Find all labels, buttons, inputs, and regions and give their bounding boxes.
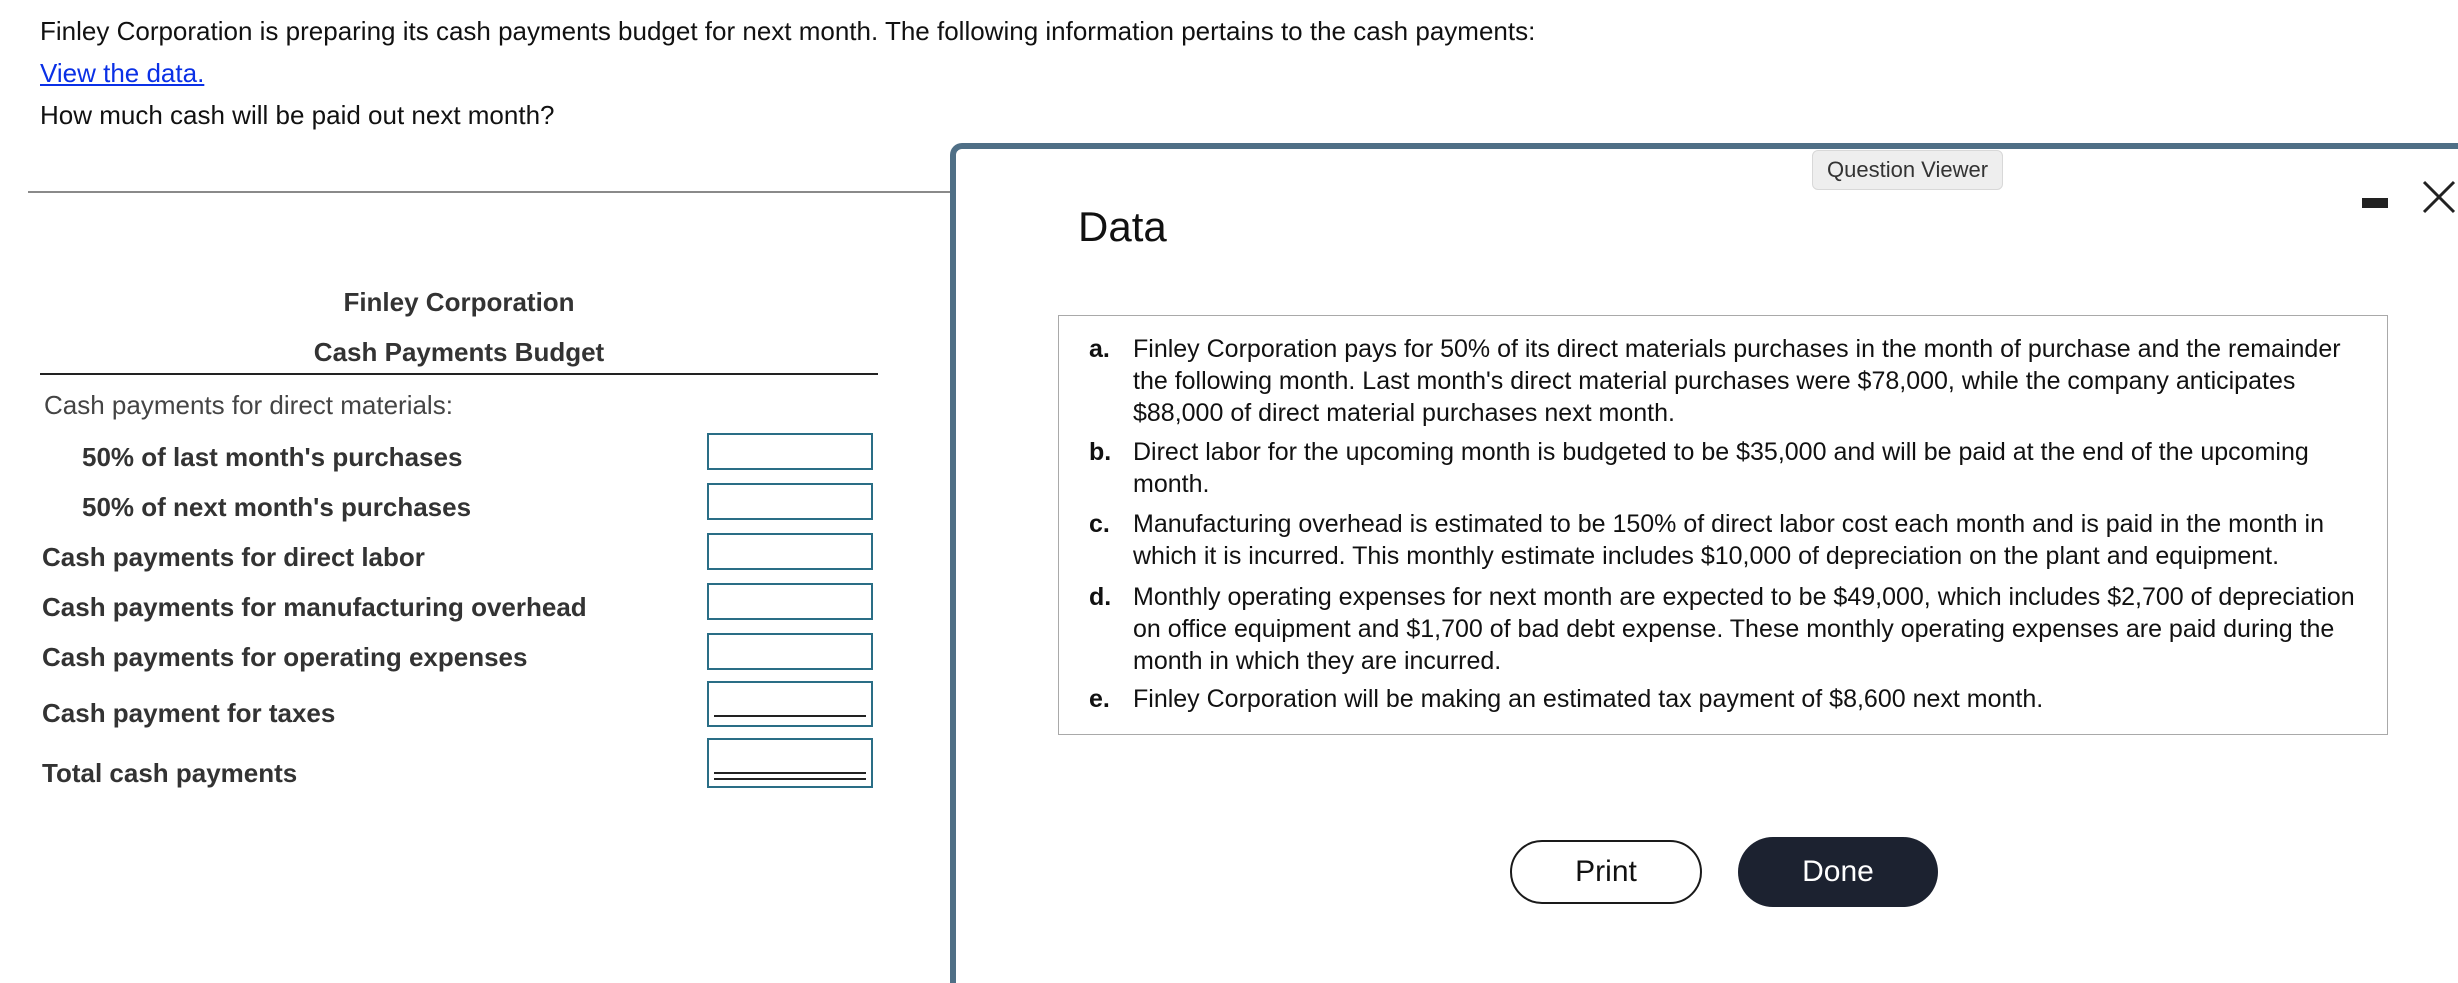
print-button[interactable]: Print: [1510, 840, 1702, 904]
question-prompt: How much cash will be paid out next month?: [40, 100, 555, 130]
data-item-c: [1089, 508, 2359, 572]
input-manufacturing-overhead[interactable]: [707, 583, 873, 620]
data-item-letter: e.: [1089, 685, 1110, 713]
row-label-direct-labor: Cash payments for direct labor: [42, 542, 425, 572]
input-next-month-purchases[interactable]: [707, 483, 873, 520]
row-label-operating-expenses: Cash payments for operating expenses: [42, 642, 528, 672]
divider: [28, 191, 958, 193]
budget-company-name: Finley Corporation: [343, 287, 575, 317]
data-item-d: [1089, 581, 2359, 677]
data-item-a: [1089, 333, 2359, 429]
data-list: [1058, 315, 2388, 735]
input-last-month-purchases[interactable]: [707, 433, 873, 470]
close-icon[interactable]: [2420, 178, 2458, 216]
input-direct-labor[interactable]: [707, 533, 873, 570]
row-label-manufacturing-overhead: Cash payments for manufacturing overhead: [42, 592, 587, 622]
question-viewer-tag: Question Viewer: [1812, 150, 2003, 190]
budget-header-rule: [40, 373, 878, 375]
input-operating-expenses[interactable]: [707, 633, 873, 670]
total-double-underline: [714, 772, 866, 780]
budget-title: Cash Payments Budget: [313, 337, 605, 367]
data-item-e: [1089, 683, 2359, 715]
row-label-taxes: Cash payment for taxes: [42, 698, 336, 728]
data-item-letter: d.: [1089, 583, 1112, 611]
data-item-text: Monthly operating expenses for next month are expected to be $49,000, which includes $2,700 of depreciation on office equipment and $1,700 of bad debt expense. These monthly operating expenses are paid during the month in which they are incurred.: [1133, 583, 2355, 675]
data-item-letter: c.: [1089, 510, 1110, 538]
view-data-link[interactable]: View the data.: [40, 58, 205, 88]
data-heading: Data: [1078, 203, 1167, 250]
row-label-total-cash-payments: Total cash payments: [42, 758, 298, 788]
data-item-text: Finley Corporation pays for 50% of its direct materials purchases in the month of purchase and the remainder the following month. Last month's direct material purchases were $78,000, while the company anticipates $88,000 of direct material purchases next month.: [1133, 335, 2341, 427]
section-label-direct-materials: Cash payments for direct materials:: [44, 390, 453, 420]
input-total-cash-payments[interactable]: [707, 738, 873, 788]
row-label-last-month-purchases: 50% of last month's purchases: [82, 442, 463, 472]
input-taxes[interactable]: [707, 681, 873, 727]
data-item-letter: b.: [1089, 438, 1112, 466]
question-intro: Finley Corporation is preparing its cash payments budget for next month. The following information pertains to the cash payments:: [40, 16, 1536, 46]
row-label-next-month-purchases: 50% of next month's purchases: [82, 492, 472, 522]
data-item-b: [1089, 436, 2359, 500]
minimize-icon[interactable]: [2362, 198, 2388, 208]
data-item-text: Direct labor for the upcoming month is budgeted to be $35,000 and will be paid at the end of the upcoming month.: [1133, 438, 2309, 498]
data-item-text: Finley Corporation will be making an estimated tax payment of $8,600 next month.: [1133, 685, 2044, 713]
data-item-letter: a.: [1089, 335, 1110, 363]
done-button[interactable]: Done: [1738, 837, 1938, 907]
subtotal-underline: [714, 715, 866, 717]
data-item-text: Manufacturing overhead is estimated to be 150% of direct labor cost each month and is paid in the month in which it is incurred. This monthly estimate includes $10,000 of depreciation on the plant and equipment.: [1133, 510, 2324, 570]
